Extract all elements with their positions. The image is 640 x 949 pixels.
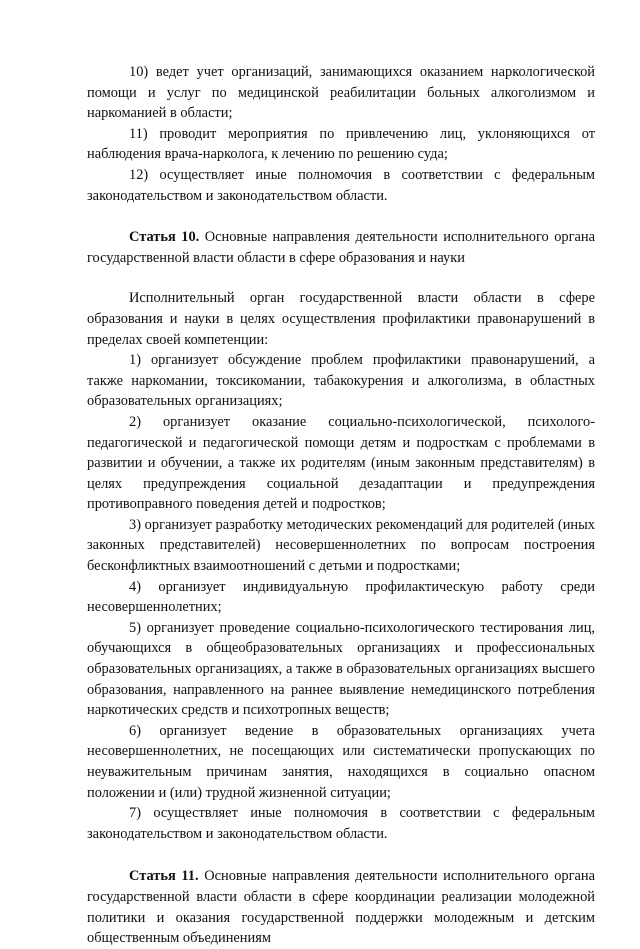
list-item: 5) организует проведение социально-психологического тестирования лиц, обучающихся в общеобразовательных организациях и профессиональных образовательных организациях, а также в образовательных организациях высшего образования, направленного на раннее выявление немедицинского потребления наркотических средств и психотропных веществ;	[87, 619, 595, 719]
list-item: 1) организует обсуждение проблем профилактики правонарушений, а также наркомании, токсикомании, табакокурения и алкоголизма, в областных образовательных организациях;	[87, 352, 595, 410]
list-item: 3) организует разработку методических рекомендаций для родителей (иных законных представителей) несовершеннолетних по вопросам построения бесконфликтных взаимоотношений с детьми и подростками;	[87, 516, 595, 575]
article-title: Основные направления деятельности исполнительного органа государственной власти области в сфере координации реализации молодежной политики и оказания государственной поддержки молодежным и детским общественным объединениям	[87, 868, 595, 947]
list-item: 11) проводит мероприятия по привлечению лиц, уклоняющихся от наблюдения врача-нарколога, к лечению по решению суда;	[87, 125, 595, 163]
article-10	[87, 227, 595, 844]
article-title: Основные направления деятельности исполнительного органа государственной власти области в сфере образования и науки	[87, 229, 595, 266]
list-item: 2) организует оказание социально-психологической, психолого-педагогической и педагогической помощи детям и подросткам с проблемами в развитии и обучении, а также их родителям (иным законным представителям) в целях предупреждения социальной дезадаптации и предупреждения противоправного поведения детей и подростков;	[87, 413, 595, 513]
list-item: 7) осуществляет иные полномочия в соответствии с федеральным законодательством и законодательством области.	[87, 805, 595, 842]
article-intro: Исполнительный орган государственной власти области в сфере образования и науки в целях осуществления профилактики правонарушений в пределах своей компетенции:	[87, 290, 595, 348]
article-11	[87, 866, 595, 948]
list-item: 4) организует индивидуальную профилактическую работу среди несовершеннолетних;	[87, 578, 595, 616]
article-heading	[87, 227, 595, 268]
list-continuation	[87, 62, 595, 206]
list-item: 6) организует ведение в образовательных организациях учета несовершеннолетних, не посещающих или систематически пропускающих по неуважительным причинам занятия, находящихся в социально опасном положении и (или) трудной жизненной ситуации;	[87, 722, 595, 801]
article-number: Статья 10.	[129, 229, 200, 246]
article-number: Статья 11.	[129, 868, 199, 885]
list-item: 10) ведет учет организаций, занимающихся оказанием наркологической помощи и услуг по медицинской реабилитации больных алкоголизмом и наркоманией в области;	[87, 64, 595, 122]
document-body	[87, 62, 595, 949]
article-heading	[87, 866, 595, 948]
list-item: 12) осуществляет иные полномочия в соответствии с федеральным законодательством и законодательством области.	[87, 166, 595, 204]
